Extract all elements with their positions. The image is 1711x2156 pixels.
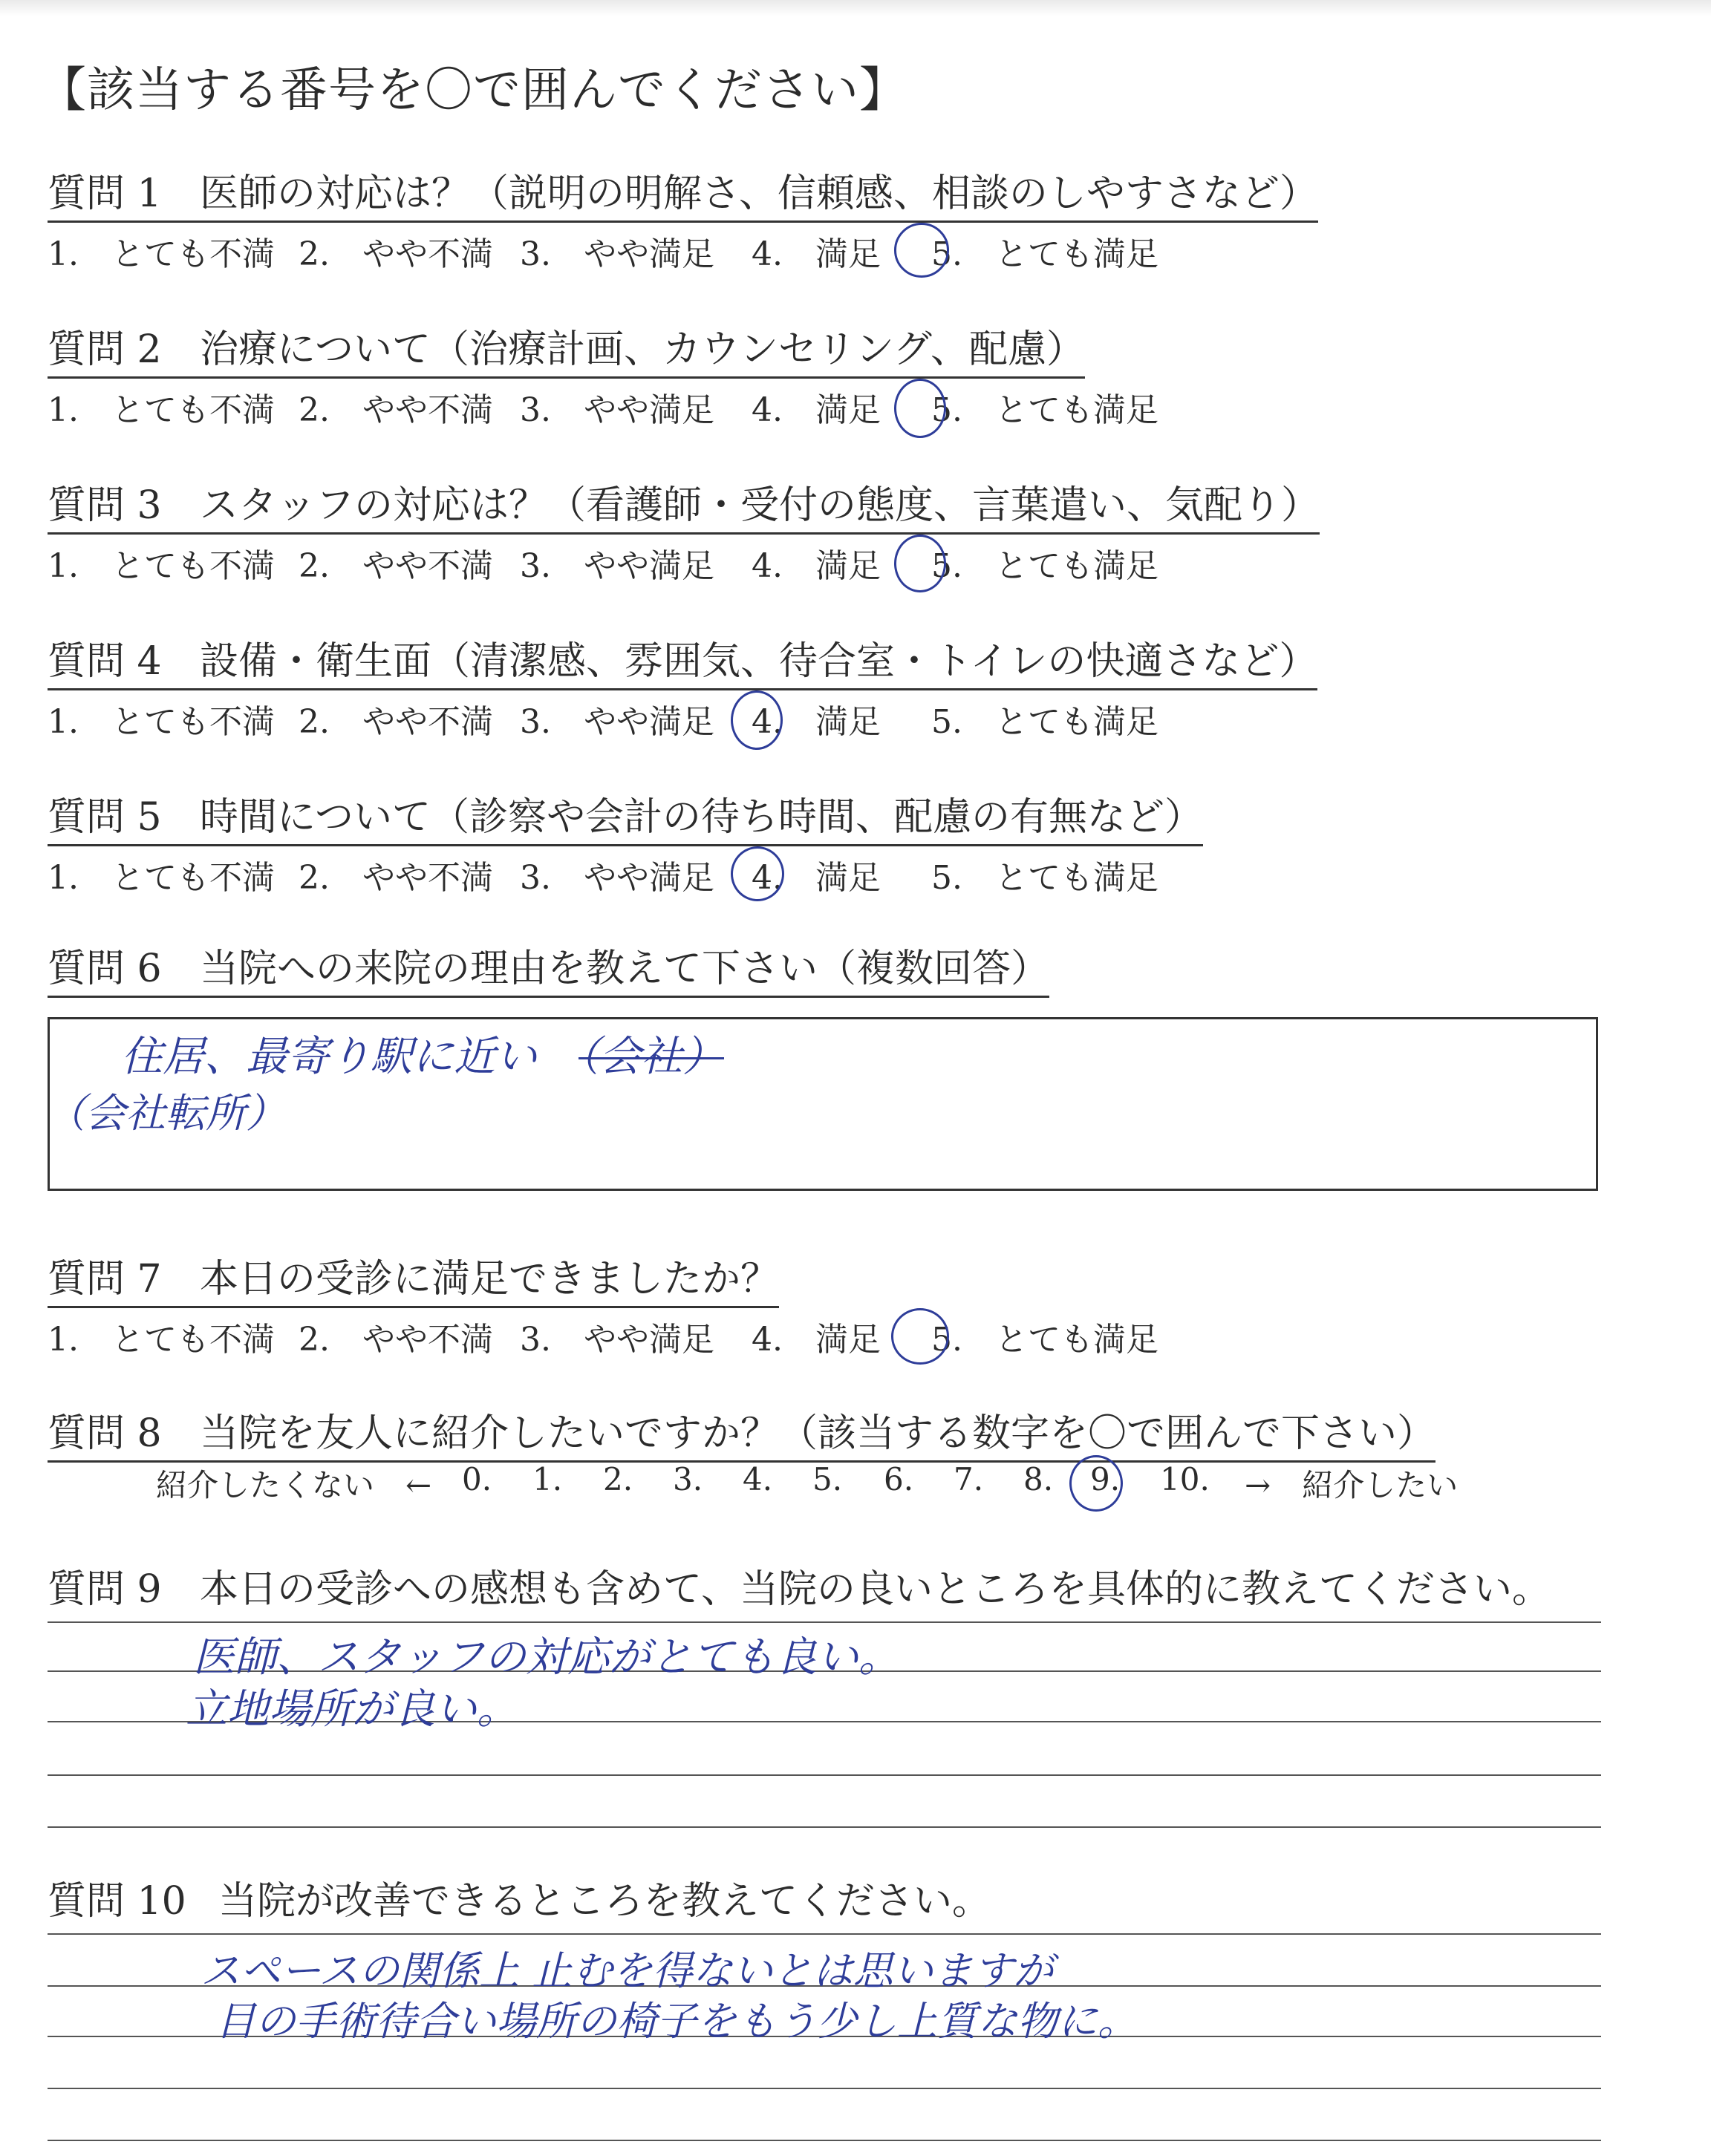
option-5[interactable]: 5. とても満足 [931,235,1158,273]
option-3[interactable]: 3. やや満足 [520,391,714,429]
question-4-text: 設備・衛生面（清潔感、雰囲気、待合室・トイレの快適さなど） [200,639,1318,684]
selected-scale-circle [1069,1455,1123,1512]
question-9-heading [48,1558,1551,1613]
handwritten-answer-line: 医師、スタッフの対応がとても良い。 [193,1633,900,1682]
ruled-line [48,2088,1601,2089]
struck-text: （会社） [579,1033,724,1081]
question-3 [48,474,1320,587]
question-6-heading [48,937,1049,998]
scale-option-3[interactable]: 3. [673,1461,703,1497]
scale-option-5[interactable]: 5. [812,1461,843,1497]
selected-answer-circle [891,1308,949,1365]
scale-option-2[interactable]: 2. [603,1461,633,1497]
option-1[interactable]: 1. とても不満 [48,235,275,273]
scale-option-4[interactable]: 4. [743,1461,773,1497]
question-7-options [48,1313,1158,1360]
selected-answer-circle [731,846,784,901]
question-1-heading [48,162,1318,223]
question-1-options [48,227,1318,275]
question-3-text: スタッフの対応は？（看護師・受付の態度、言葉遣い、気配り） [200,483,1320,528]
question-9-text: 本日の受診への感想も含めて、当院の良いところを具体的に教えてください。 [200,1567,1551,1612]
question-1-number: 質問 1 [48,172,162,216]
question-10-text: 当院が改善できるところを教えてください。 [218,1879,991,1924]
option-2[interactable]: 2. やや不満 [299,859,493,897]
question-7 [48,1247,1158,1360]
handwritten-answer-line: （会社転所） [45,1090,286,1137]
option-2[interactable]: 2. やや不満 [299,1321,493,1359]
option-4[interactable]: 4. 満足 [752,235,881,273]
option-1[interactable]: 1. とても不満 [48,859,275,897]
question-6-text: 当院への来院の理由を教えて下さい（複数回答） [200,947,1050,991]
question-2-heading [48,318,1085,379]
option-3[interactable]: 3. やや満足 [520,235,714,273]
question-4-options [48,695,1317,742]
handwritten-answer-line: スペースの関係上 止むを得ないとは思いますが [201,1947,1054,1994]
question-8-heading [48,1402,1435,1463]
recommend-scale-left-label: 紹介したくない ← [156,1467,432,1503]
scale-option-6[interactable]: 6. [884,1461,914,1497]
question-10-heading [48,1869,991,1925]
question-3-options [48,539,1320,587]
question-6-answer-box[interactable] [45,1017,1598,1191]
option-4[interactable]: 4. 満足 [752,547,881,585]
option-1[interactable]: 1. とても不満 [48,703,275,741]
option-4[interactable]: 4. 満足 [752,703,881,741]
question-7-heading [48,1247,779,1308]
scale-option-7[interactable]: 7. [954,1461,984,1497]
question-2-options [48,383,1158,431]
scale-option-9[interactable]: 9. [1090,1461,1121,1497]
selected-answer-circle [894,223,949,278]
scale-option-8[interactable]: 8. [1023,1461,1054,1497]
question-1 [48,162,1318,275]
recommend-scale-right-label: → 紹介したい [1245,1467,1459,1503]
option-2[interactable]: 2. やや不満 [299,703,493,741]
question-6-number: 質問 6 [48,947,162,991]
option-1[interactable]: 1. とても不満 [48,547,275,585]
option-5[interactable]: 5. とても満足 [931,703,1158,741]
question-9 [48,1558,1551,1613]
question-7-text: 本日の受診に満足できましたか？ [200,1257,780,1301]
question-3-number: 質問 3 [48,483,162,528]
question-8 [48,1402,1435,1463]
selected-answer-circle [731,690,783,750]
scale-option-1[interactable]: 1. [532,1461,563,1497]
option-3[interactable]: 3. やや満足 [520,547,714,585]
selected-answer-circle [894,535,946,592]
scale-option-10[interactable]: 10. [1160,1461,1210,1497]
ruled-line [48,2140,1601,2141]
question-2 [48,318,1158,431]
option-2[interactable]: 2. やや不満 [299,391,493,429]
question-2-text: 治療について（治療計画、カウンセリング、配慮） [200,327,1085,372]
handwritten-answer-line: 立地場所が良い。 [186,1685,518,1734]
ruled-line [48,1774,1601,1776]
question-10 [48,1869,991,1925]
question-10-number: 質問 10 [48,1879,186,1924]
question-7-number: 質問 7 [48,1257,162,1301]
option-1[interactable]: 1. とても不満 [48,1321,275,1359]
option-5[interactable]: 5. とても満足 [931,391,1158,429]
question-3-heading [48,474,1320,535]
option-5[interactable]: 5. とても満足 [931,1321,1158,1359]
page-title: 【該当する番号を〇で囲んでください】 [39,63,907,118]
question-2-number: 質問 2 [48,327,162,372]
ruled-line [48,1621,1601,1623]
question-8-text: 当院を友人に紹介したいですか？（該当する数字を〇で囲んで下さい） [200,1411,1436,1456]
question-4-number: 質問 4 [48,639,162,684]
handwritten-answer-line [121,1024,724,1083]
option-3[interactable]: 3. やや満足 [520,703,714,741]
option-2[interactable]: 2. やや不満 [299,235,493,273]
ruled-line [48,1826,1601,1828]
option-5[interactable]: 5. とても満足 [931,547,1158,585]
question-9-number: 質問 9 [48,1567,162,1612]
option-1[interactable]: 1. とても不満 [48,391,275,429]
option-4[interactable]: 4. 満足 [752,859,881,897]
question-5-text: 時間について（診察や会計の待ち時間、配慮の有無など） [200,795,1203,840]
scan-edge [0,0,1711,16]
question-4-heading [48,630,1317,690]
option-2[interactable]: 2. やや不満 [299,547,493,585]
question-5-options [48,851,1203,898]
question-5 [48,785,1203,898]
handwritten-text: 住居、最寄り駅に近い [121,1033,537,1081]
question-8-number: 質問 8 [48,1411,162,1456]
handwritten-answer-line: 目の手術待合い場所の椅子をもう少し上質な物に。 [215,1998,1138,2045]
option-4[interactable]: 4. 満足 [752,1321,881,1359]
option-3[interactable]: 3. やや満足 [520,1321,714,1359]
selected-answer-circle [894,379,946,438]
question-5-number: 質問 5 [48,795,162,840]
question-6 [48,937,1049,998]
option-5[interactable]: 5. とても満足 [931,859,1158,897]
question-5-heading [48,785,1203,846]
option-4[interactable]: 4. 満足 [752,391,881,429]
scale-option-0[interactable]: 0. [462,1461,492,1497]
question-4 [48,630,1317,742]
ruled-line [48,1933,1601,1935]
option-3[interactable]: 3. やや満足 [520,859,714,897]
question-1-text: 医師の対応は？（説明の明解さ、信頼感、相談のしやすさなど） [200,172,1318,216]
